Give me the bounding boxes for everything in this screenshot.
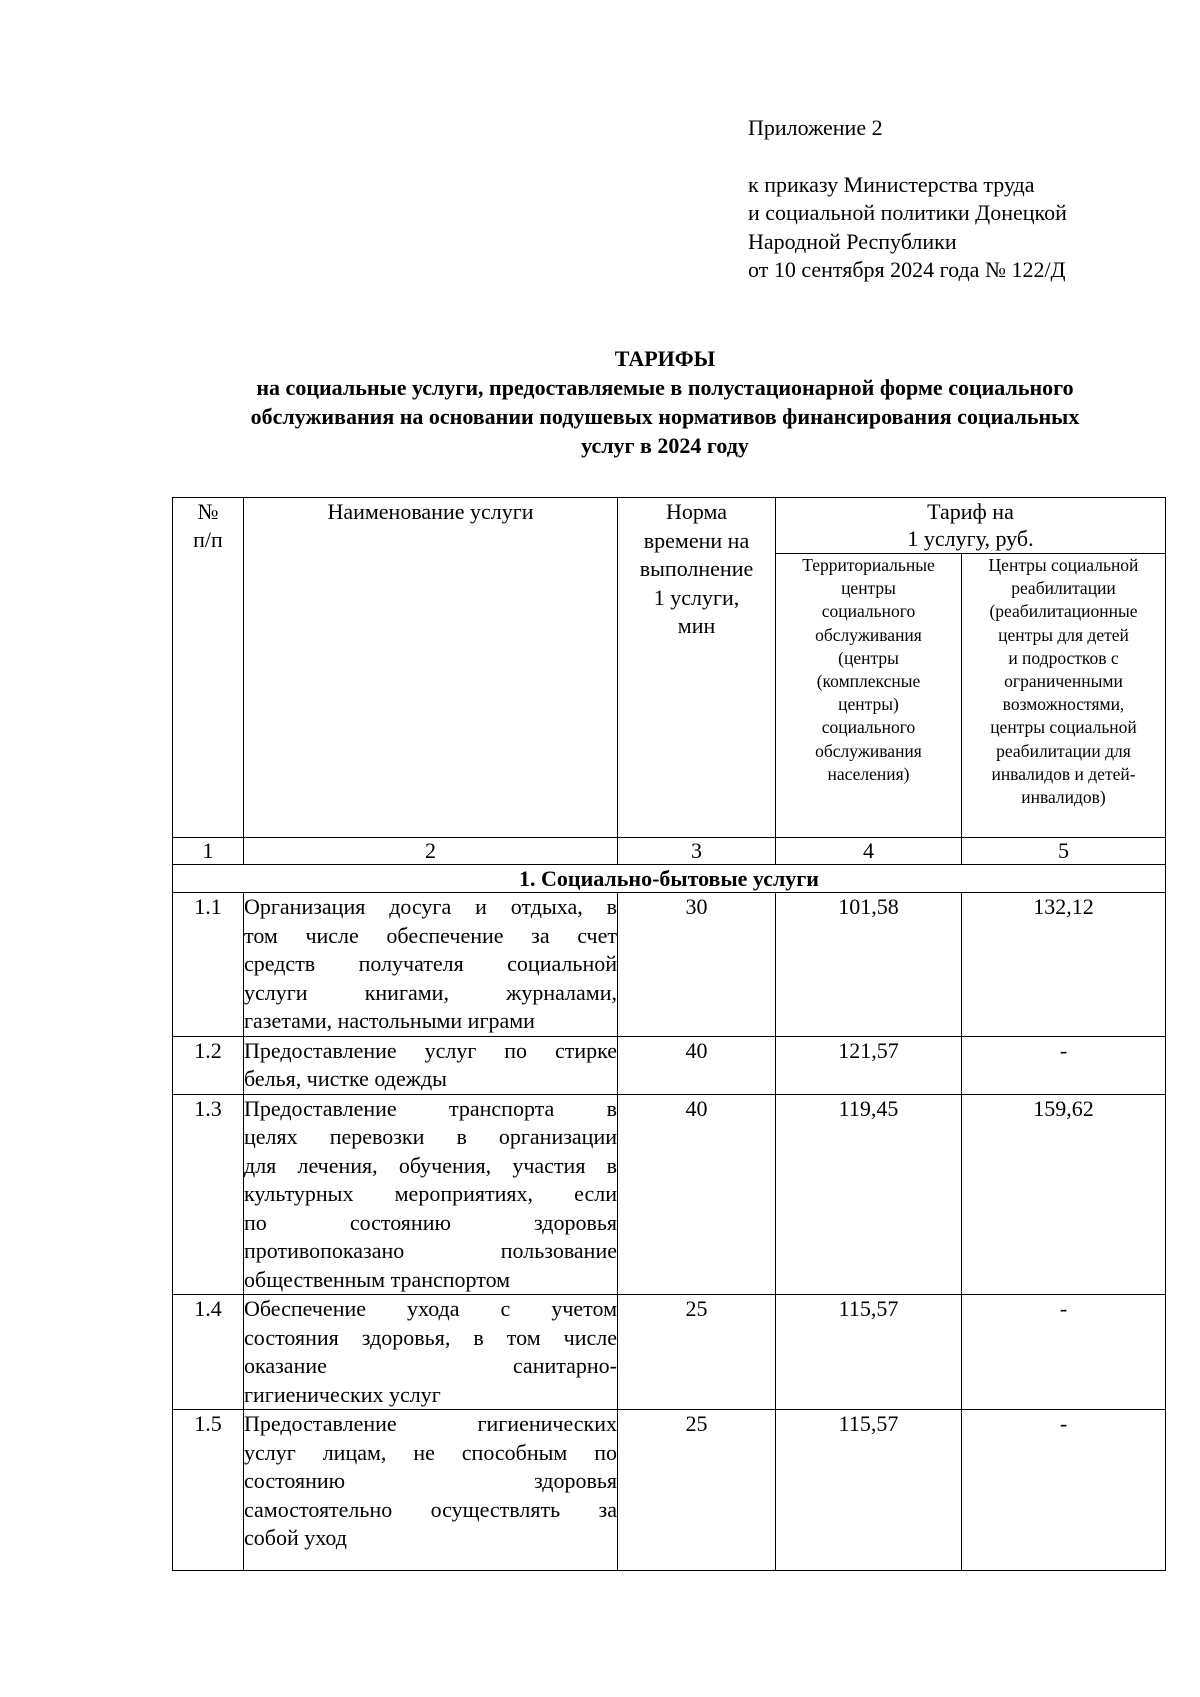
time-norm: 30 [618,893,776,1037]
document-subtitle-line: обслуживания на основании подушевых нормативов финансирования социальных [250,404,1080,429]
header-name: Наименование услуги [244,498,618,838]
header-territorial-centers: Территориальные центры социального обслуживания (центры (комплексные центры) социального обслуживания населения) [776,554,962,838]
service-name: Обеспечение ухода с учетом состояния здоровья, в том числе оказание санитарно- гигиенических услуг [244,1295,618,1410]
tariffs-table [172,497,1166,1571]
document-subtitle-line: услуг в 2024 году [581,433,749,458]
row-number: 1.3 [173,1094,244,1295]
document-subtitle-line: на социальные услуги, предоставляемые в полустационарной форме социального [256,375,1074,400]
row-number: 1.4 [173,1295,244,1410]
table-row [173,1036,1166,1094]
column-index-row [173,838,1166,865]
column-index: 4 [776,838,962,865]
header-norm: Норма времени на выполнение 1 услуги, мин [618,498,776,838]
column-index: 5 [962,838,1166,865]
appendix-line: Народной Республики [748,228,957,254]
tariff-rehab: 159,62 [962,1094,1166,1295]
header-num: № п/п [173,498,244,838]
section-title: 1. Социально-бытовые услуги [173,865,1166,893]
service-name: Организация досуга и отдыха, в том числе обеспечение за счет средств получателя социальной услуги книгами, журналами, газетами, настольными играми [244,893,618,1037]
service-name: Предоставление услуг по стирке белья, чистке одежды [244,1036,618,1094]
row-number: 1.1 [173,893,244,1037]
row-number: 1.2 [173,1036,244,1094]
appendix-line: к приказу Министерства труда [748,171,1035,197]
appendix-block [748,114,1168,285]
tariff-rehab: - [962,1036,1166,1094]
column-index: 1 [173,838,244,865]
tariff-territorial: 121,57 [776,1036,962,1094]
table-row [173,893,1166,1037]
document-heading [170,344,1160,460]
header-tariff: Тариф на 1 услугу, руб. [776,498,1166,554]
table-row [173,1295,1166,1410]
header-row [173,498,1166,554]
tariff-rehab: 132,12 [962,893,1166,1037]
appendix-line: от 10 сентября 2024 года № 122/Д [748,257,1066,282]
appendix-line: и социальной политики Донецкой [748,200,1067,225]
service-name: Предоставление гигиенических услуг лицам, не способным по состоянию здоровья самостоятельно осуществлять за собой уход [244,1410,618,1571]
header-rehab-centers: Центры социальной реабилитации (реабилитационные центры для детей и подростков с ограниченными возможностями, центры социальной реабилитации для инвалидов и детей- инвалидов) [962,554,1166,838]
tariff-rehab: - [962,1295,1166,1410]
time-norm: 40 [618,1036,776,1094]
document-title: ТАРИФЫ [614,346,716,371]
appendix-title: Приложение 2 [748,115,883,140]
section-row [173,865,1166,893]
time-norm: 25 [618,1410,776,1571]
table-row [173,1094,1166,1295]
tariff-territorial: 101,58 [776,893,962,1037]
column-index: 2 [244,838,618,865]
row-number: 1.5 [173,1410,244,1571]
tariff-territorial: 115,57 [776,1410,962,1571]
tariff-territorial: 115,57 [776,1295,962,1410]
time-norm: 40 [618,1094,776,1295]
tariff-rehab: - [962,1410,1166,1571]
column-index: 3 [618,838,776,865]
service-name: Предоставление транспорта в целях перевозки в организации для лечения, обучения, участия в культурных мероприятиях, если по состоянию здоровья противопоказано пользование общественным транспортом [244,1094,618,1295]
time-norm: 25 [618,1295,776,1410]
appendix-gap [748,143,1168,171]
tariff-territorial: 119,45 [776,1094,962,1295]
table-row [173,1410,1166,1571]
